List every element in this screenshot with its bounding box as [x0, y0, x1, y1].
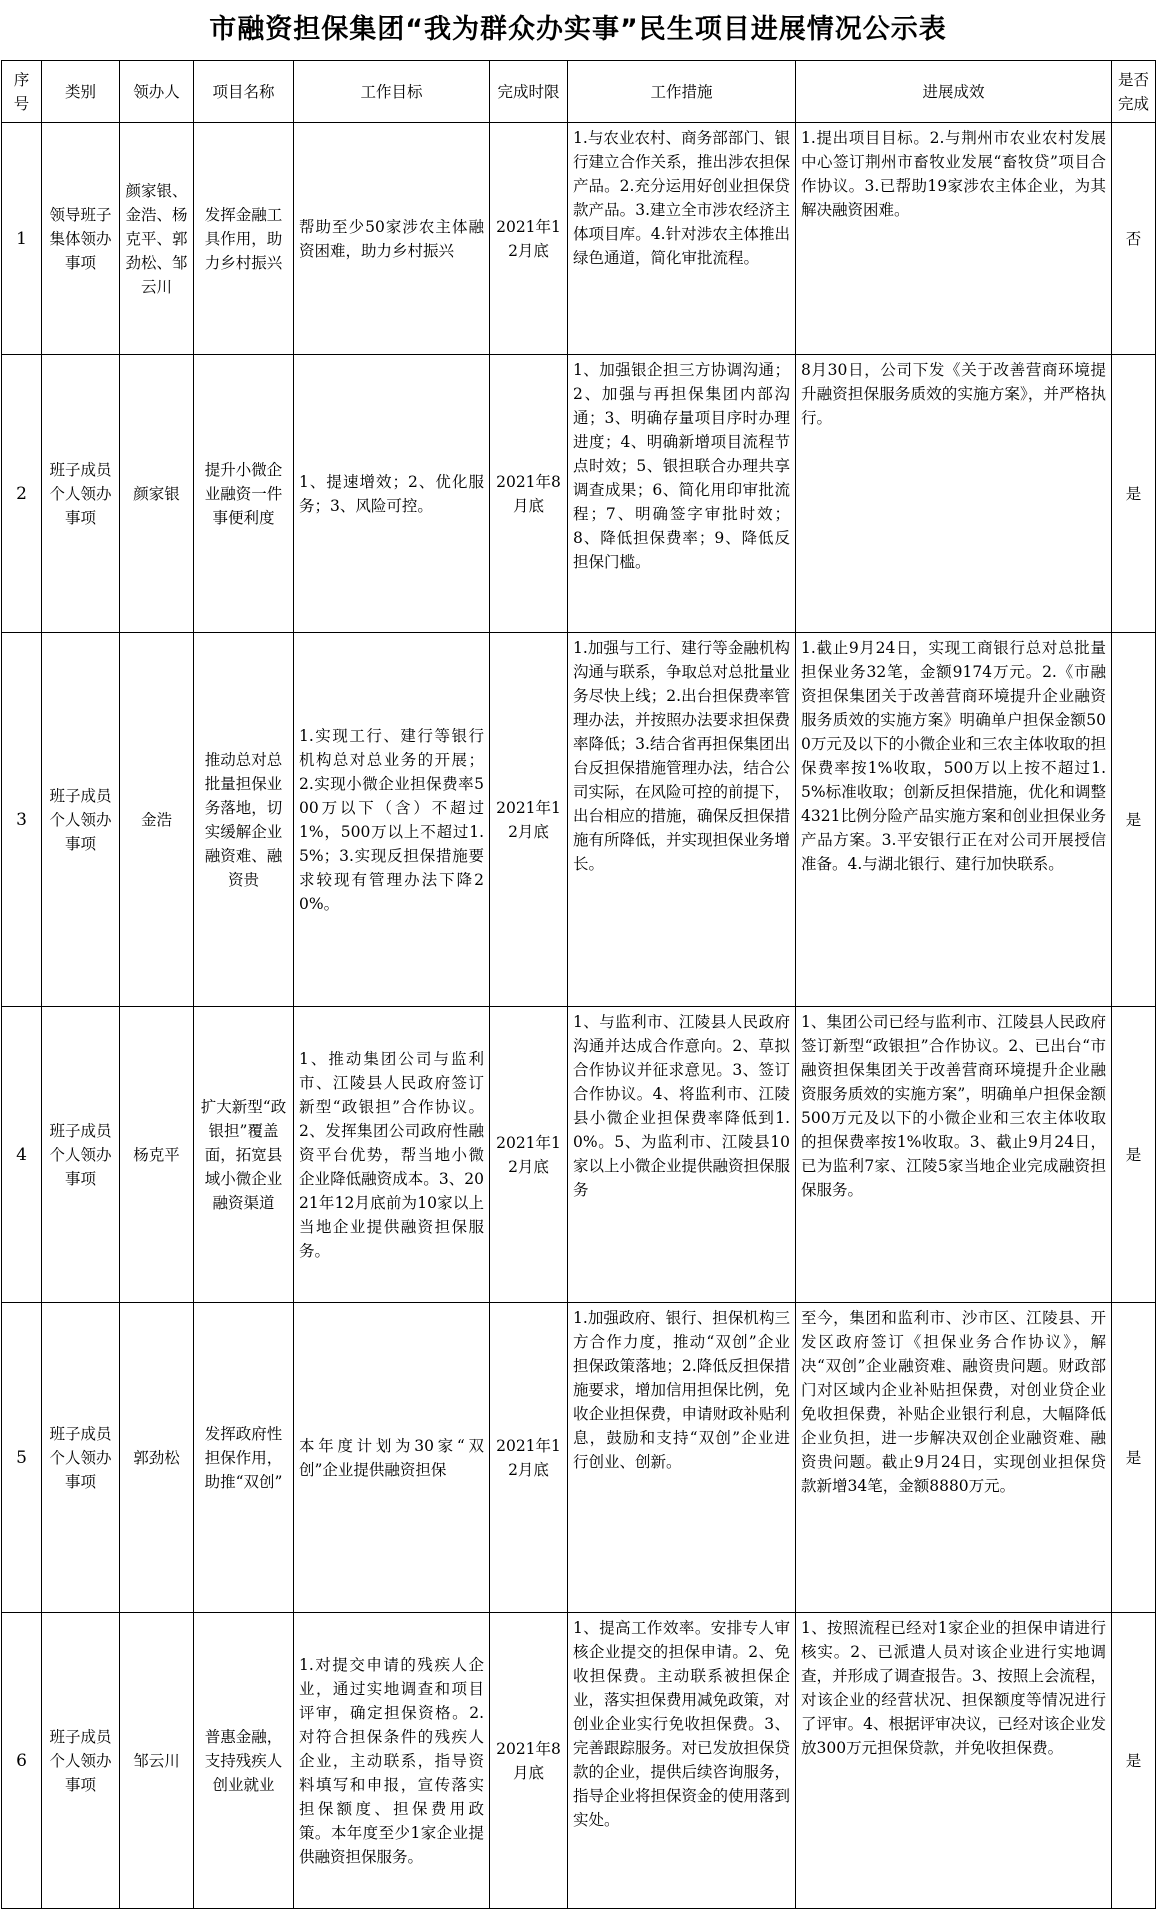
row-leader: 邹云川 [120, 1613, 194, 1909]
table-row [2, 355, 1156, 633]
header-measures: 工作措施 [568, 61, 796, 123]
row-goal: 1、提速增效；2、优化服务；3、风险可控。 [294, 355, 490, 633]
header-goal: 工作目标 [294, 61, 490, 123]
row-progress: 1、按照流程已经对1家企业的担保申请进行核实。2、已派遣人员对该企业进行实地调查，并形成了调查报告。3、按照上会流程，对该企业的经营状况、担保额度等情况进行了评审。4、根据评审决议，已经对该企业发放300万元担保贷款，并免收担保费。 [796, 1613, 1112, 1909]
row-progress: 8月30日，公司下发《关于改善营商环境提升融资担保服务质效的实施方案》，并严格执行。 [796, 355, 1112, 633]
row-goal: 1、推动集团公司与监利市、江陵县人民政府签订新型“政银担”合作协议。2、发挥集团公司政府性融资平台优势，帮当地小微企业降低融资成本。3、2021年12月底前为10家以上当地企业提供融资担保服务。 [294, 1007, 490, 1303]
row-measures: 1、加强银企担三方协调沟通；2、加强与再担保集团内部沟通；3、明确存量项目序时办理进度；4、明确新增项目流程节点时效；5、银担联合办理共享调查成果；6、简化用印审批流程；7、明确签字审批时效；8、降低担保费率；9、降低反担保门槛。 [568, 355, 796, 633]
table-row [2, 633, 1156, 1007]
header-project: 项目名称 [194, 61, 294, 123]
table-row [2, 123, 1156, 355]
row-measures: 1.加强政府、银行、担保机构三方合作力度，推动“双创”企业担保政策落地；2.降低反担保措施要求，增加信用担保比例，免收企业担保费，申请财政补贴利息，鼓励和支持“双创”企业进行创业、创新。 [568, 1303, 796, 1613]
row-progress: 1、集团公司已经与监利市、江陵县人民政府签订新型“政银担”合作协议。2、已出台“市融资担保集团关于改善营商环境提升企业融资服务质效的实施方案”，明确单户担保金额500万元及以下的小微企业和三农主体收取的担保费率按1%收取。3、截止9月24日，已为监利7家、江陵5家当地企业完成融资担保服务。 [796, 1007, 1112, 1303]
row-goal: 1.对提交申请的残疾人企业，通过实地调查和项目评审，确定担保资格。2.对符合担保条件的残疾人企业，主动联系，指导资料填写和申报，宣传落实担保额度、担保费用政策。本年度至少1家企业提供融资担保服务。 [294, 1613, 490, 1909]
row-done: 否 [1112, 123, 1156, 355]
page-title: 市融资担保集团“我为群众办实事”民生项目进展情况公示表 [209, 14, 947, 45]
row-project: 发挥金融工具作用，助力乡村振兴 [194, 123, 294, 355]
row-leader: 颜家银、金浩、杨克平、郭劲松、邹云川 [120, 123, 194, 355]
row-project: 推动总对总批量担保业务落地，切实缓解企业融资难、融资贵 [194, 633, 294, 1007]
row-goal: 本年度计划为30家“双创”企业提供融资担保 [294, 1303, 490, 1613]
row-category: 班子成员个人领办事项 [42, 355, 120, 633]
row-project: 发挥政府性担保作用，助推“双创” [194, 1303, 294, 1613]
row-category: 领导班子集体领办事项 [42, 123, 120, 355]
row-deadline: 2021年12月底 [490, 633, 568, 1007]
row-category: 班子成员个人领办事项 [42, 1303, 120, 1613]
row-leader: 郭劲松 [120, 1303, 194, 1613]
row-goal: 帮助至少50家涉农主体融资困难，助力乡村振兴 [294, 123, 490, 355]
header-deadline: 完成时限 [490, 61, 568, 123]
row-progress: 至今，集团和监利市、沙市区、江陵县、开发区政府签订《担保业务合作协议》，解决“双创”企业融资难、融资贵问题。财政部门对区域内企业补贴担保费，对创业贷企业免收担保费，补贴企业银行利息，大幅降低企业负担，进一步解决双创企业融资难、融资贵问题。截止9月24日，实现创业担保贷款新增34笔，金额8880万元。 [796, 1303, 1112, 1613]
row-category: 班子成员个人领办事项 [42, 1613, 120, 1909]
row-done: 是 [1112, 355, 1156, 633]
table-row [2, 1007, 1156, 1303]
row-deadline: 2021年12月底 [490, 1303, 568, 1613]
row-deadline: 2021年8月底 [490, 355, 568, 633]
header-leader: 领办人 [120, 61, 194, 123]
row-category: 班子成员个人领办事项 [42, 1007, 120, 1303]
header-row [2, 61, 1156, 123]
row-deadline: 2021年12月底 [490, 123, 568, 355]
project-progress-table [1, 60, 1156, 1909]
table-row [2, 1303, 1156, 1613]
header-done: 是否完成 [1112, 61, 1156, 123]
row-no: 1 [2, 123, 42, 355]
row-measures: 1、与监利市、江陵县人民政府沟通并达成合作意向。2、草拟合作协议并征求意见。3、签订合作协议。4、将监利市、江陵县小微企业担保费率降低到1.0%。5、为监利市、江陵县10家以上小微企业提供融资担保服务 [568, 1007, 796, 1303]
row-leader: 金浩 [120, 633, 194, 1007]
row-measures: 1.与农业农村、商务部部门、银行建立合作关系，推出涉农担保产品。2.充分运用好创业担保贷款产品。3.建立全市涉农经济主体项目库。4.针对涉农主体推出绿色通道，简化审批流程。 [568, 123, 796, 355]
row-project: 提升小微企业融资一件事便利度 [194, 355, 294, 633]
header-progress: 进展成效 [796, 61, 1112, 123]
row-project: 扩大新型“政银担”覆盖面，拓宽县域小微企业融资渠道 [194, 1007, 294, 1303]
row-deadline: 2021年12月底 [490, 1007, 568, 1303]
row-no: 3 [2, 633, 42, 1007]
row-no: 5 [2, 1303, 42, 1613]
table-row [2, 1613, 1156, 1909]
row-measures: 1、提高工作效率。安排专人审核企业提交的担保申请。2、免收担保费。主动联系被担保企业，落实担保费用减免政策，对创业企业实行免收担保费。3、完善跟踪服务。对已发放担保贷款的企业，提供后续咨询服务，指导企业将担保资金的使用落到实处。 [568, 1613, 796, 1909]
row-progress: 1.提出项目目标。2.与荆州市农业农村发展中心签订荆州市畜牧业发展“畜牧贷”项目合作协议。3.已帮助19家涉农主体企业，为其解决融资困难。 [796, 123, 1112, 355]
row-leader: 杨克平 [120, 1007, 194, 1303]
row-leader: 颜家银 [120, 355, 194, 633]
row-done: 是 [1112, 633, 1156, 1007]
row-done: 是 [1112, 1007, 1156, 1303]
row-measures: 1.加强与工行、建行等金融机构沟通与联系，争取总对总批量业务尽快上线；2.出台担保费率管理办法，并按照办法要求担保费率降低；3.结合省再担保集团出台反担保措施管理办法，结合公司实际，在风险可控的前提下，出台相应的措施，确保反担保措施有所降低，并实现担保业务增长。 [568, 633, 796, 1007]
row-deadline: 2021年8月底 [490, 1613, 568, 1909]
row-no: 2 [2, 355, 42, 633]
row-project: 普惠金融，支持残疾人创业就业 [194, 1613, 294, 1909]
row-no: 4 [2, 1007, 42, 1303]
row-done: 是 [1112, 1613, 1156, 1909]
row-goal: 1.实现工行、建行等银行机构总对总业务的开展；2.实现小微企业担保费率500万以下（含）不超过1%，500万以上不超过1.5%；3.实现反担保措施要求较现有管理办法下降20%。 [294, 633, 490, 1007]
header-no: 序号 [2, 61, 42, 123]
row-progress: 1.截止9月24日，实现工商银行总对总批量担保业务32笔，金额9174万元。2.《市融资担保集团关于改善营商环境提升企业融资服务质效的实施方案》明确单户担保金额500万元及以下的小微企业和三农主体收取的担保费率按1%收取，500万以上按不超过1.5%标准收取；创新反担保措施，优化和调整4321比例分险产品实施方案和创业担保业务产品方案。3.平安银行正在对公司开展授信准备。4.与湖北银行、建行加快联系。 [796, 633, 1112, 1007]
header-category: 类别 [42, 61, 120, 123]
row-done: 是 [1112, 1303, 1156, 1613]
row-category: 班子成员个人领办事项 [42, 633, 120, 1007]
row-no: 6 [2, 1613, 42, 1909]
